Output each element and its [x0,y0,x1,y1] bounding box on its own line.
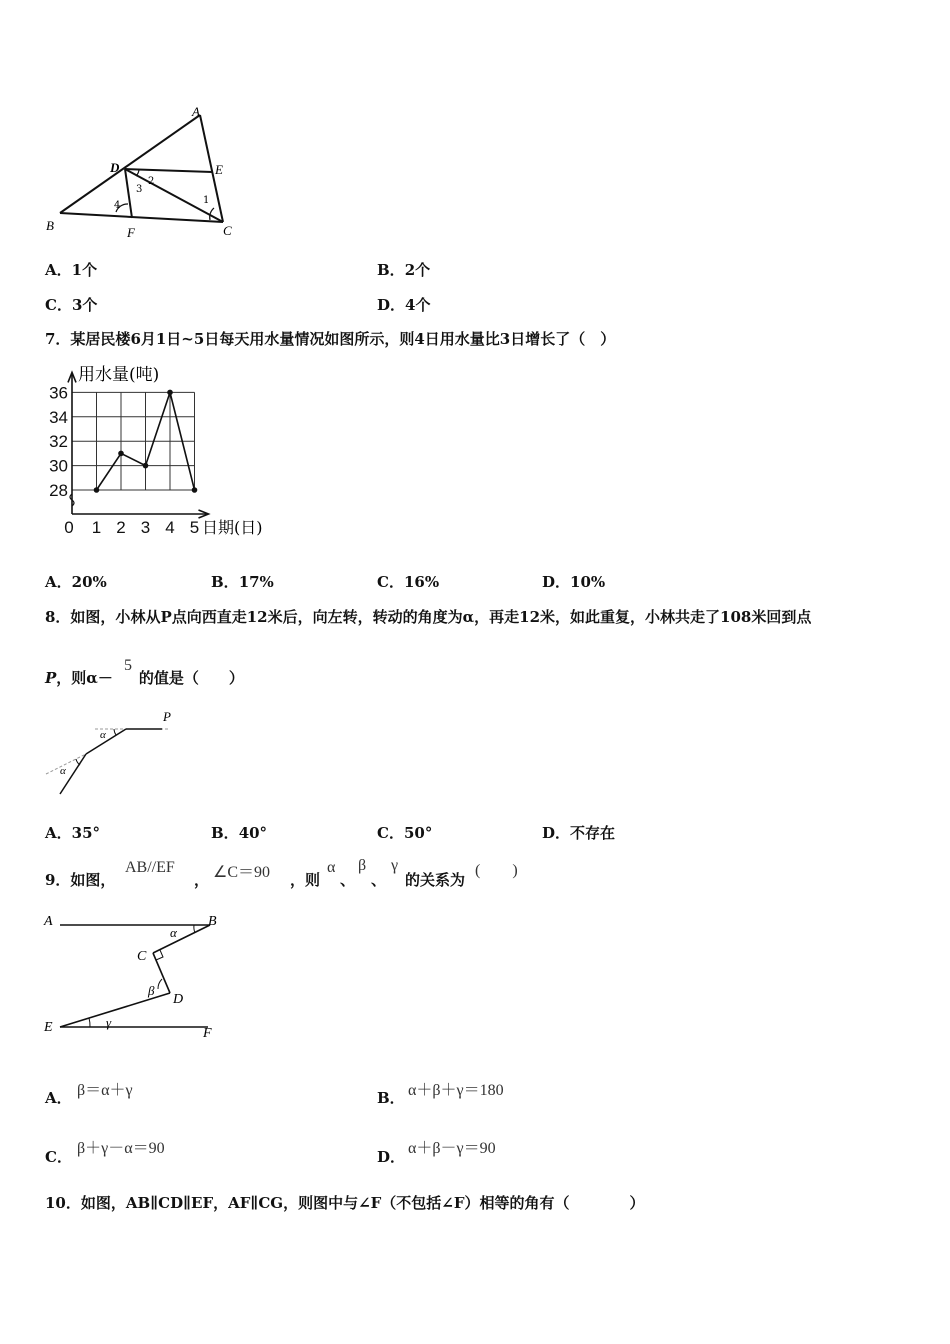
path-segment-2 [86,729,126,754]
q8-option-b[interactable]: B．40° [211,824,268,842]
segment-de [60,993,170,1027]
label-b: B [208,914,217,929]
label-d: D [110,160,120,175]
q7-stem: 7．某居民楼6月1日~5日每天用水量情况如图所示，则4日用水量比3日增长了（ ） [45,330,616,348]
y-tick-label: 28 [49,481,68,500]
alpha-label: α [170,925,177,940]
q9-paren: ( ) [475,862,518,879]
data-point-day-4 [167,390,173,396]
q7-option-c[interactable]: C．16% [377,573,440,591]
label-p: P [163,709,171,724]
q10-stem: 10．如图，AB∥CD∥EF，AF∥CG，则图中与∠F（不包括∠F）相等的角有（ ） [45,1194,645,1212]
label-f: F [203,1026,212,1040]
alpha-label-1: α [100,729,106,741]
q9-suffix: 的关系为 [405,871,466,889]
q9-math-angle-c: ∠C＝90 [213,864,271,881]
q8-option-a[interactable]: A．35° [45,824,101,842]
label-e: E [215,162,223,177]
gamma-label: γ [106,1015,112,1030]
q9-math-alpha: α [327,859,336,876]
angle-2-label: 2 [148,176,155,187]
angle-1-label: 1 [203,195,210,206]
q9-mid: ，则 [290,871,321,889]
x-tick-label: 3 [140,518,151,537]
point-p-text: P [45,669,57,687]
q9-option-a-math: β＝α＋γ [77,1082,133,1099]
label-a: A [192,104,200,119]
q9-sep1: ， [194,871,210,889]
q8-stem-line1: 8．如图，小林从P点向西直走12米后，向左转，转动的角度为α，再走12米，如此重复，小林共走了108米回到点 [45,608,812,626]
data-point-day-2 [118,451,124,457]
label-d: D [173,992,184,1007]
data-point-day-3 [143,463,149,469]
segment-bc [60,213,223,222]
water-usage-chart [40,355,285,545]
q7-option-a[interactable]: A．20% [45,573,107,591]
triangle-figure-q6 [40,100,250,245]
q8-option-c[interactable]: C．50° [377,824,433,842]
q7-option-d[interactable]: D．10% [542,573,606,591]
x-tick-label: 4 [165,518,175,537]
q6-option-a[interactable]: A．1个 [45,261,98,279]
q8-five: 5 [124,657,132,674]
data-point-day-1 [94,487,100,493]
q9-sep2: 、 [340,871,356,889]
q9-sep3: 、 [371,871,387,889]
q6-option-c[interactable]: C．3个 [45,296,98,314]
y-tick-label: 30 [49,456,68,476]
alpha-label-2: α [60,765,66,777]
q7-option-b[interactable]: B．17% [211,573,274,591]
y-tick-label: 36 [49,383,68,403]
y-tick-label: 34 [49,407,68,427]
q9-math-gamma: γ [391,857,399,874]
label-e: E [44,1020,53,1035]
angle-3-label: 3 [136,184,143,195]
q9-math-beta: β [358,857,367,874]
x-tick-label: 1 [91,518,102,537]
x-tick-label: 0 [64,518,74,537]
q6-option-d[interactable]: D．4个 [377,296,431,314]
segment-df [125,169,132,218]
q9-option-a-letter[interactable]: A． [45,1089,72,1107]
q8-stem-line2: P，则α－ 的值是（ ） [45,669,244,687]
walking-path-figure-q8 [40,705,185,800]
q9-option-d-math: α＋β－γ＝90 [408,1140,496,1157]
x-tick-label: 5 [189,518,200,537]
y-axis-label: 用水量(吨) [78,365,160,385]
label-c: C [137,949,147,964]
x-tick-label: 2 [116,518,126,537]
beta-label: β [148,983,155,998]
segment-bc [153,925,210,953]
label-b: B [46,218,54,233]
q9-option-c-letter[interactable]: C． [45,1148,72,1166]
label-a: A [44,914,53,929]
q9-option-b-math: α＋β＋γ＝180 [408,1082,504,1099]
y-tick-label: 32 [49,432,68,452]
q9-option-c-math: β＋γ－α＝90 [77,1140,165,1157]
q9-option-b-letter[interactable]: B． [377,1089,405,1107]
segment-cd [153,953,170,993]
label-f: F [127,225,135,240]
q6-option-b[interactable]: B．2个 [377,261,431,279]
angle-5-label: 4 [114,200,121,211]
data-point-day-5 [192,487,198,493]
q9-math-ab-ef: AB//EF [125,859,175,876]
parallel-lines-figure-q9 [40,905,225,1040]
q9-option-d-letter[interactable]: D． [377,1148,406,1166]
q9-prefix: 9．如图， [45,871,116,889]
q8-option-d[interactable]: D．不存在 [542,824,616,842]
x-axis-label: 日期(日) [202,518,263,537]
label-c: C [223,223,232,238]
